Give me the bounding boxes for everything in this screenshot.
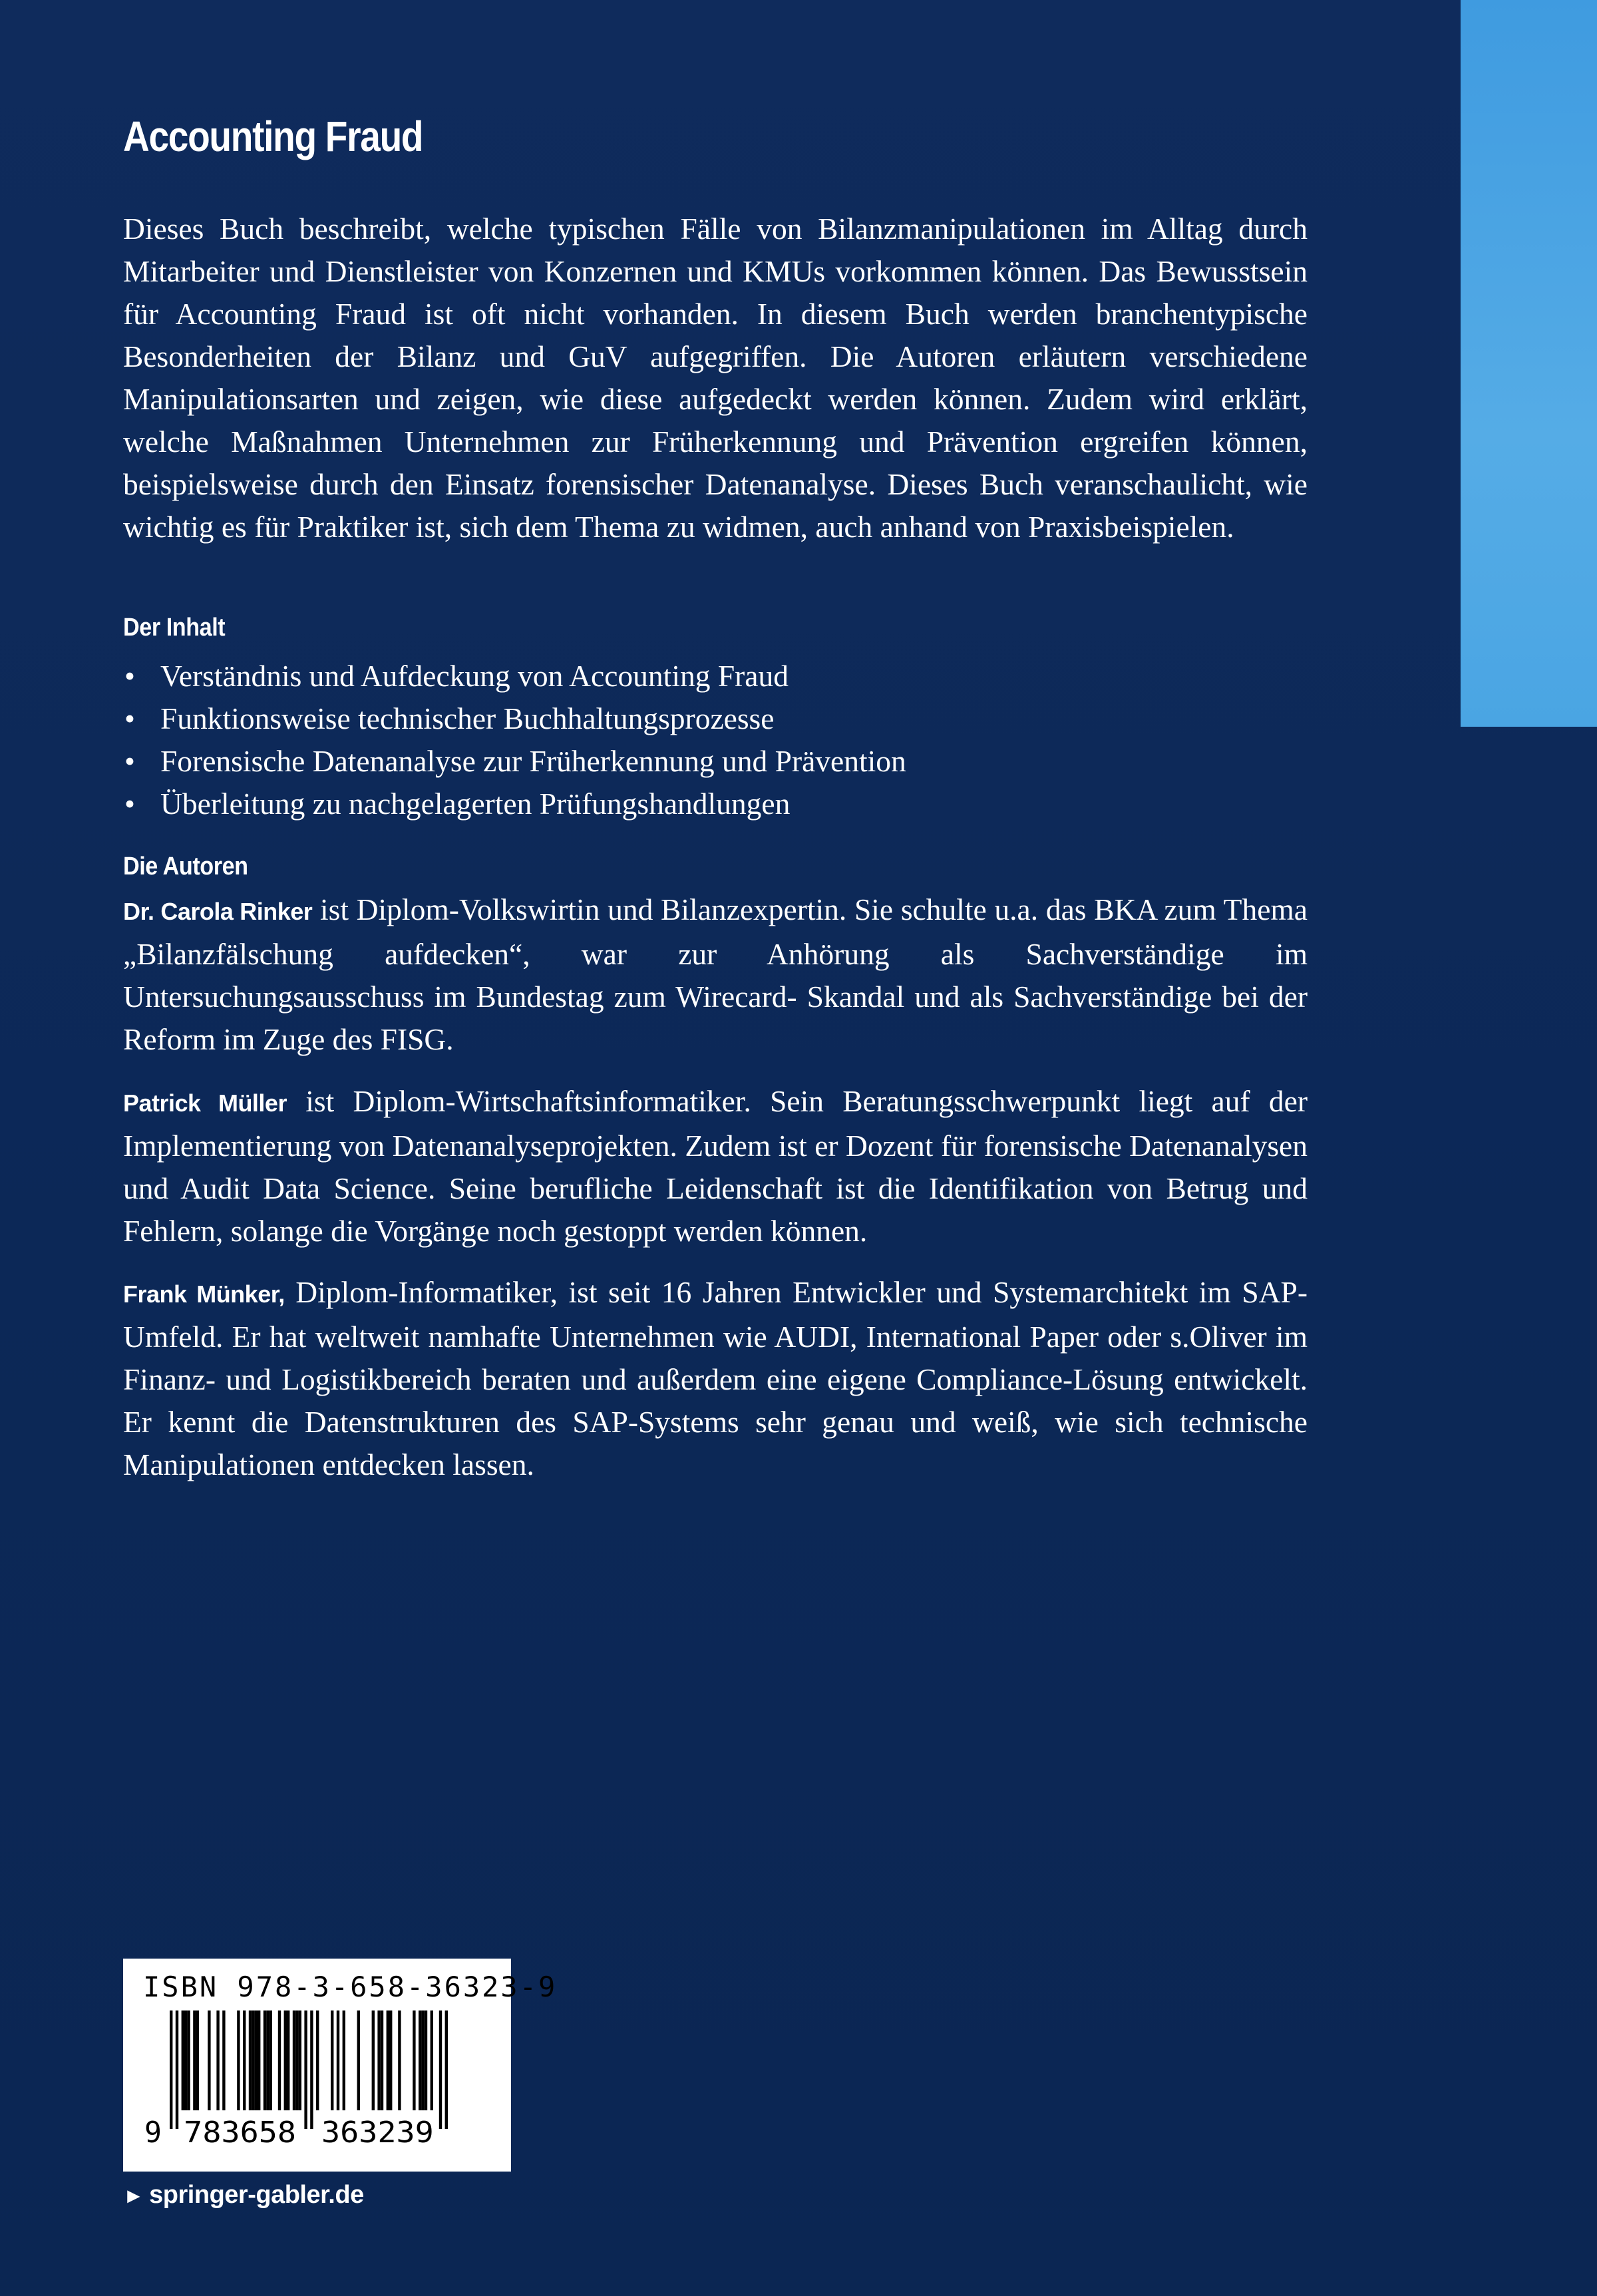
barcode-digits: 363239 <box>321 2116 434 2150</box>
list-item <box>123 740 906 783</box>
barcode-bar <box>419 2010 421 2110</box>
barcode-bar <box>398 2010 401 2110</box>
barcode-bar <box>255 2010 258 2110</box>
author-bio <box>123 1271 1308 1486</box>
isbn-barcode <box>123 1959 558 2172</box>
list-item-text: Forensische Datenanalyse zur Früherkennung und Prävention <box>160 744 906 778</box>
barcode-bar <box>182 2010 184 2110</box>
barcode-bar <box>439 2010 442 2129</box>
author-bio <box>123 888 1308 1061</box>
barcode-bar <box>266 2010 269 2110</box>
author-name: Frank Münker, <box>123 1280 285 1308</box>
bullet-glyph: • <box>124 744 135 778</box>
barcode-bar <box>170 2010 172 2129</box>
barcode-bar <box>287 2010 289 2110</box>
publisher-url: springer-gabler.de <box>149 2181 364 2209</box>
barcode-bar <box>293 2010 295 2110</box>
bullet-glyph: • <box>124 701 135 735</box>
barcode-bar <box>343 2010 345 2110</box>
barcode-bar <box>431 2010 433 2110</box>
author-bio-text: ist Diplom-Wirtschaftsinformatiker. Sein Beratungsschwerpunkt liegt auf der Implementierung von Datenanalyseprojekten. Zudem ist er Dozent für forensische Datenanalysen und Audit Data Science. Seine berufliche Leidenschaft ist die Identifikation von Betrug und Fehlern, solange die Vorgänge noch gestoppt werden können. <box>123 1084 1308 1248</box>
barcode-bar <box>176 2010 178 2129</box>
barcode-bar <box>216 2010 219 2110</box>
barcode-bar <box>372 2010 375 2110</box>
barcode-bar <box>381 2010 383 2110</box>
barcode-bars <box>123 1959 511 2172</box>
barcode-bar <box>264 2010 266 2110</box>
barcode-bar <box>425 2010 427 2110</box>
barcode-bar <box>237 2010 240 2110</box>
barcode-bar <box>284 2010 287 2110</box>
barcode-bar <box>337 2010 339 2110</box>
contents-list <box>123 655 906 825</box>
barcode-bar <box>258 2010 260 2110</box>
barcode-bar <box>421 2010 424 2110</box>
list-item <box>123 655 906 697</box>
author-bio-text: ist Diplom-Volkswirtin und Bilanzexpertin. Sie schulte u.a. das BKA zum Thema „Bilanzfälschung aufdecken“, war zur Anhörung als Sachverständige im Untersuchungsausschuss im Bundestag zum Wirecard- Skandal und als Sachverständige bei der Reform im Zuge des FISG. <box>123 892 1308 1056</box>
barcode-bar <box>269 2010 272 2110</box>
barcode-bar <box>208 2010 210 2110</box>
barcode-bar <box>310 2010 313 2129</box>
book-description: Dieses Buch beschreibt, welche typischen Fälle von Bilanzmanipulationen im Alltag durch Mitarbeiter und Dienstleister von Konzernen und KMUs vorkommen können. Das Bewusstsein für Accounting Fraud ist oft nicht vorhanden. In diesem Buch werden branchentypische Besonderheiten der Bilanz und GuV aufgegriffen. Die Autoren erläutern verschiedene Manipulationsarten und zeigen, wie diese aufgedeckt werden können. Zudem wird erklärt, welche Maßnahmen Unternehmen zur Früherkennung und Prävention ergreifen können, beispielsweise durch den Einsatz forensischer Datenanalyse. Dieses Buch veranschaulicht, wie wichtig es für Praktiker ist, sich dem Thema zu widmen, auch anhand von Praxisbeispielen. <box>123 212 1308 544</box>
list-item-text: Überleitung zu nachgelagerten Prüfungshandlungen <box>160 787 791 821</box>
arrow-right-icon: ► <box>123 2184 144 2207</box>
accent-tab <box>1461 0 1597 727</box>
barcode-bar <box>445 2010 448 2129</box>
list-item-text: Verständnis und Aufdeckung von Accounting Fraud <box>160 659 789 693</box>
publisher-link[interactable] <box>123 2181 364 2209</box>
barcode-bar <box>299 2010 301 2110</box>
barcode-bar <box>193 2010 196 2110</box>
author-name: Dr. Carola Rinker <box>123 898 313 925</box>
barcode-bar <box>295 2010 298 2110</box>
barcode-bar <box>249 2010 252 2110</box>
author-bio <box>123 1080 1308 1252</box>
book-title: Accounting Fraud <box>123 112 423 160</box>
barcode-bar <box>357 2010 360 2110</box>
barcode-bar <box>222 2010 225 2110</box>
list-item <box>123 697 906 740</box>
barcode-bar <box>278 2010 281 2110</box>
authors-heading: Die Autoren <box>123 853 248 880</box>
barcode-bar <box>331 2010 333 2110</box>
author-name: Patrick Müller <box>123 1089 287 1117</box>
bullet-glyph: • <box>124 659 135 693</box>
barcode-bar <box>196 2010 199 2110</box>
barcode-bar <box>316 2010 319 2110</box>
list-item <box>123 783 906 825</box>
barcode-bar <box>377 2010 380 2110</box>
barcode-bar <box>243 2010 246 2110</box>
barcode-bar <box>252 2010 254 2110</box>
barcode-bar <box>184 2010 187 2110</box>
author-bio-text: Diplom-Informatiker, ist seit 16 Jahren Entwickler und Systemarchitekt im SAP-Umfeld. Er hat weltweit namhafte Unternehmen wie AUDI, International Paper oder s.Oliver im Finanz- und Logistikbereich beraten und außerdem eine eigene Compliance-Lösung entwickelt. Er kennt die Datenstrukturen des SAP-Systems sehr genau und weiß, wie sich technische Manipulationen entdecken lassen. <box>123 1275 1308 1481</box>
isbn-label: ISBN 978-3-658-36323-9 <box>143 1971 558 2003</box>
barcode-bar <box>187 2010 190 2110</box>
barcode-bar <box>304 2010 307 2129</box>
barcode-bar <box>389 2010 392 2110</box>
bullet-glyph: • <box>124 787 135 821</box>
contents-heading: Der Inhalt <box>123 614 226 642</box>
barcode-digits: 783658 <box>184 2116 296 2150</box>
list-item-text: Funktionsweise technischer Buchhaltungsprozesse <box>160 701 775 735</box>
barcode-digits: 9 <box>144 2116 162 2150</box>
barcode-bar <box>387 2010 389 2110</box>
barcode-bar <box>413 2010 415 2110</box>
